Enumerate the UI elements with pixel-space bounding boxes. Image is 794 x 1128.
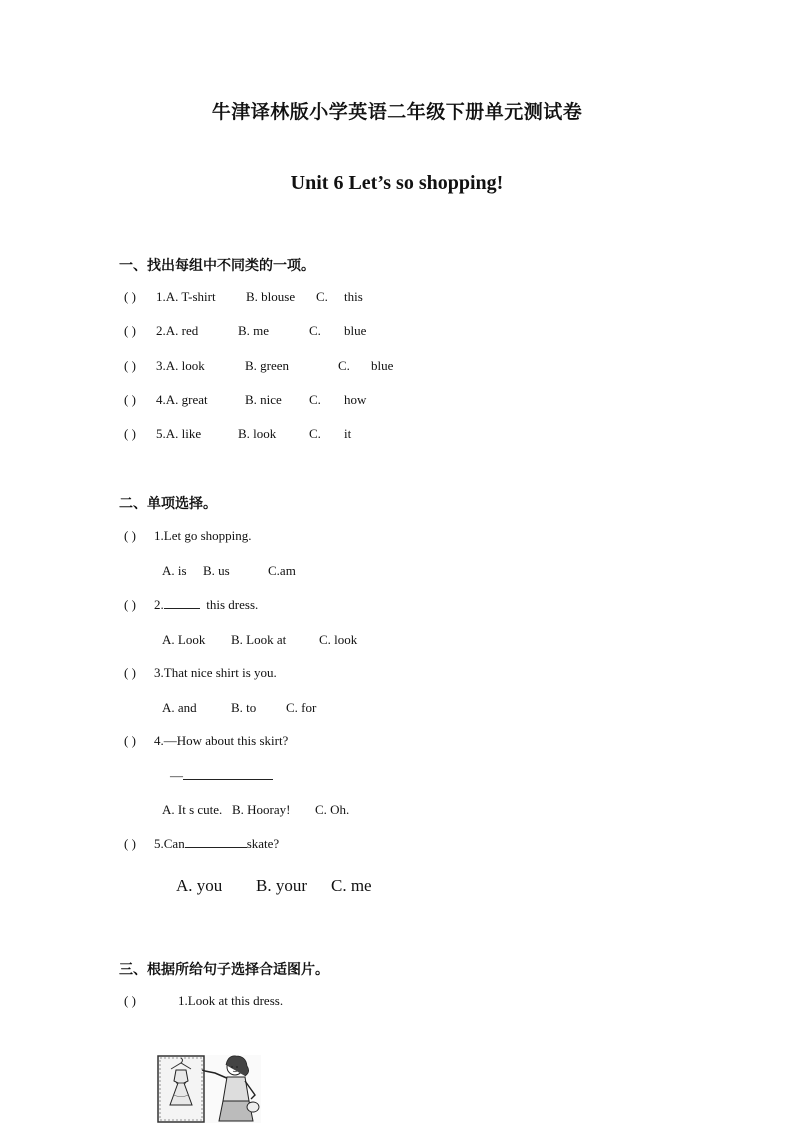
option-b: B. me: [238, 323, 270, 338]
option-a: 3.A. look: [156, 358, 205, 373]
answer-paren[interactable]: ( ): [124, 289, 136, 304]
fill-blank[interactable]: [164, 596, 200, 609]
answer-paren[interactable]: ( ): [124, 733, 136, 748]
question-text-prefix: 2.: [154, 597, 164, 612]
option-c-label: C.: [316, 289, 328, 304]
fill-blank[interactable]: [185, 835, 247, 848]
option-c-label: C.: [309, 323, 321, 338]
option-a: A. It s cute.: [162, 802, 223, 817]
section-3-heading: 三、根据所给句子选择合适图片。: [119, 963, 329, 978]
option-b: B. nice: [245, 392, 282, 407]
s1-question-1: [124, 289, 524, 307]
answer-paren[interactable]: ( ): [124, 426, 136, 441]
s2-question-5-options: [176, 876, 476, 898]
answer-paren[interactable]: ( ): [124, 358, 136, 373]
unit-title: Unit 6 Let’s so shopping!: [290, 172, 504, 194]
s2-question-3-stem: [124, 665, 277, 681]
question-text: 4.—How about this skirt?: [154, 733, 289, 748]
s2-question-4-stem: [124, 733, 288, 749]
option-a: A. and: [162, 700, 197, 715]
s1-question-3: [124, 358, 524, 376]
option-c: blue: [371, 358, 394, 373]
option-b: B. us: [203, 563, 230, 578]
option-b: B. your: [256, 876, 307, 895]
answer-paren[interactable]: ( ): [124, 836, 136, 851]
answer-paren[interactable]: ( ): [124, 993, 136, 1008]
option-a: 2.A. red: [156, 323, 199, 338]
s2-question-2-options: [162, 632, 462, 650]
option-c: C. Oh.: [315, 802, 350, 817]
option-a: 4.A. great: [156, 392, 208, 407]
option-a: A. you: [176, 876, 223, 895]
question-text-prefix: 5.Can: [154, 836, 185, 851]
option-c-label: C.: [309, 392, 321, 407]
option-c: this: [344, 289, 363, 304]
option-c: how: [344, 392, 367, 407]
option-c: blue: [344, 323, 367, 338]
answer-paren[interactable]: ( ): [124, 392, 136, 407]
s1-question-2: [124, 323, 524, 341]
question-text-suffix: skate?: [246, 836, 280, 851]
option-b: B. green: [245, 358, 290, 373]
dress-and-girl-picture: [157, 1055, 261, 1123]
fill-blank[interactable]: [183, 767, 273, 780]
question-text: 1.Let go shopping.: [154, 528, 252, 543]
option-a: 1.A. T-shirt: [156, 289, 216, 304]
option-c: C.am: [268, 563, 296, 578]
s2-question-1-stem: [124, 528, 252, 544]
option-b: B. Look at: [231, 632, 287, 647]
question-text: 3.That nice shirt is you.: [154, 665, 277, 680]
option-b: B. Hooray!: [232, 802, 291, 817]
s2-question-1-options: [162, 563, 462, 581]
option-a: A. Look: [162, 632, 206, 647]
option-a: 5.A. like: [156, 426, 202, 441]
option-c: C. me: [331, 876, 372, 895]
option-c-label: C.: [309, 426, 321, 441]
option-c: C. for: [286, 700, 317, 715]
option-c: C. look: [319, 632, 358, 647]
page-title: 牛津译林版小学英语二年级下册单元测试卷: [211, 102, 583, 123]
option-c-label: C.: [338, 358, 350, 373]
s2-question-2-stem: [124, 596, 258, 613]
section-1-heading: 一、找出每组中不同类的一项。: [119, 259, 315, 274]
option-b: B. blouse: [246, 289, 296, 304]
question-text: 1.Look at this dress.: [178, 993, 284, 1008]
question-text-suffix: this dress.: [206, 597, 259, 612]
answer-paren[interactable]: ( ): [124, 597, 136, 612]
answer-paren[interactable]: ( ): [124, 323, 136, 338]
s1-question-4: [124, 392, 524, 410]
option-b: B. look: [238, 426, 277, 441]
option-b: B. to: [231, 700, 257, 715]
s3-question-1-stem: [124, 993, 283, 1009]
s2-question-5-stem: [124, 835, 279, 852]
option-a: A. is: [162, 563, 187, 578]
s2-question-4-response: [170, 767, 273, 784]
dash: —: [170, 768, 183, 783]
s2-question-4-options: [162, 802, 462, 820]
s1-question-5: [124, 426, 524, 444]
option-c: it: [344, 426, 352, 441]
s2-question-3-options: [162, 700, 462, 718]
answer-paren[interactable]: ( ): [124, 528, 136, 543]
answer-paren[interactable]: ( ): [124, 665, 136, 680]
section-2-heading: 二、单项选择。: [119, 497, 217, 512]
